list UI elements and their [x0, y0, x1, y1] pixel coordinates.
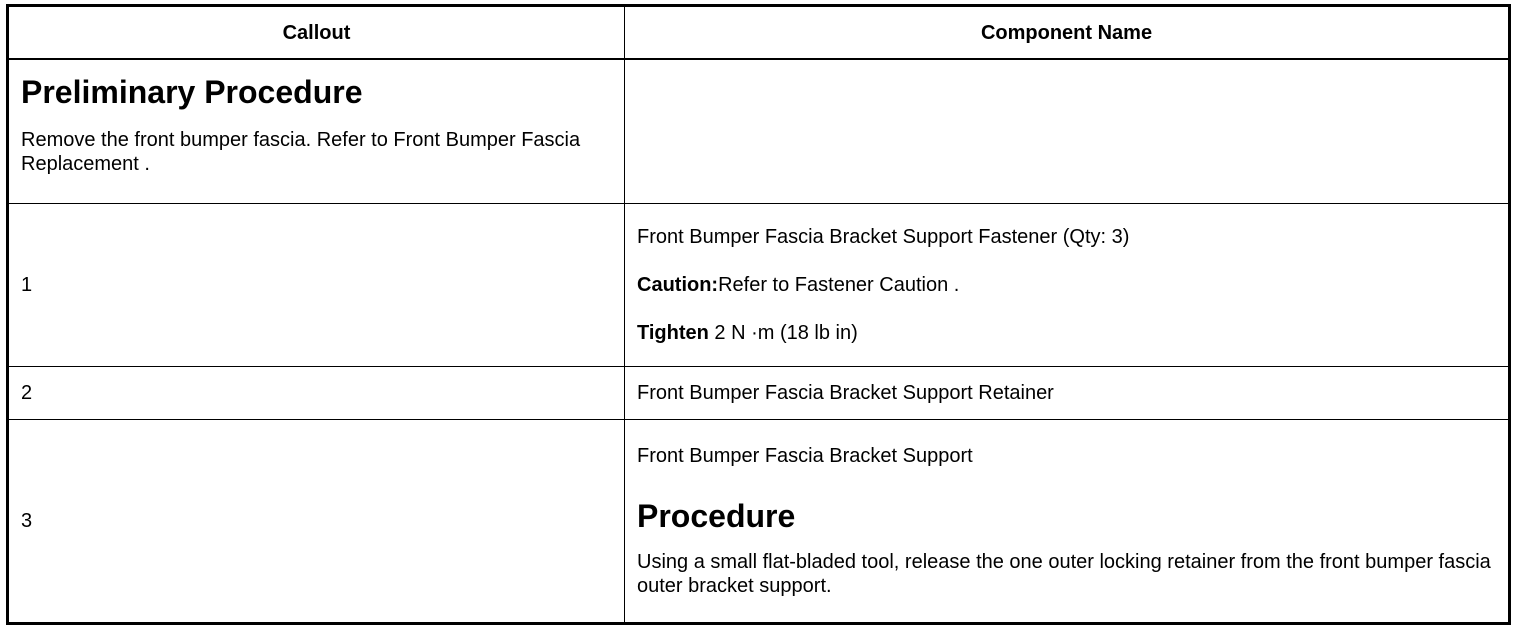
component-cell	[625, 367, 1510, 420]
caution-line	[637, 273, 1496, 297]
tighten-value: 2 N ·m (18 lb in)	[708, 322, 858, 344]
component-name: Front Bumper Fascia Bracket Support Fastener (Qty: 3)	[637, 226, 1130, 248]
component-name: Front Bumper Fascia Bracket Support Retainer	[637, 382, 1054, 404]
callout-cell: 2	[8, 367, 625, 420]
tighten-line	[637, 321, 1496, 345]
preliminary-row	[8, 59, 1510, 204]
procedure-text: Using a small flat-bladed tool, release the one outer locking retainer from the front bumper fascia outer bracket support.	[637, 551, 1491, 597]
table-row	[8, 420, 1510, 624]
header-callout: Callout	[8, 6, 625, 60]
table-header-row	[8, 6, 1510, 60]
caution-link-text[interactable]: Refer to Fastener Caution .	[718, 274, 960, 296]
callout-cell: 1	[8, 204, 625, 367]
caution-label: Caution:	[637, 274, 719, 296]
procedure-title: Procedure	[637, 498, 796, 534]
component-table	[6, 4, 1511, 625]
table-row	[8, 367, 1510, 420]
preliminary-cell	[8, 59, 625, 204]
header-component-name: Component Name	[625, 6, 1510, 60]
tighten-label: Tighten	[637, 322, 709, 344]
component-name: Front Bumper Fascia Bracket Support	[637, 445, 973, 467]
preliminary-empty-cell	[625, 59, 1510, 204]
component-cell	[625, 420, 1510, 624]
callout-cell: 3	[8, 420, 625, 624]
preliminary-text: Remove the front bumper fascia. Refer to Front Bumper Fascia Replacement .	[21, 129, 581, 175]
preliminary-title: Preliminary Procedure	[21, 74, 363, 110]
table-row	[8, 204, 1510, 367]
component-cell	[625, 204, 1510, 367]
